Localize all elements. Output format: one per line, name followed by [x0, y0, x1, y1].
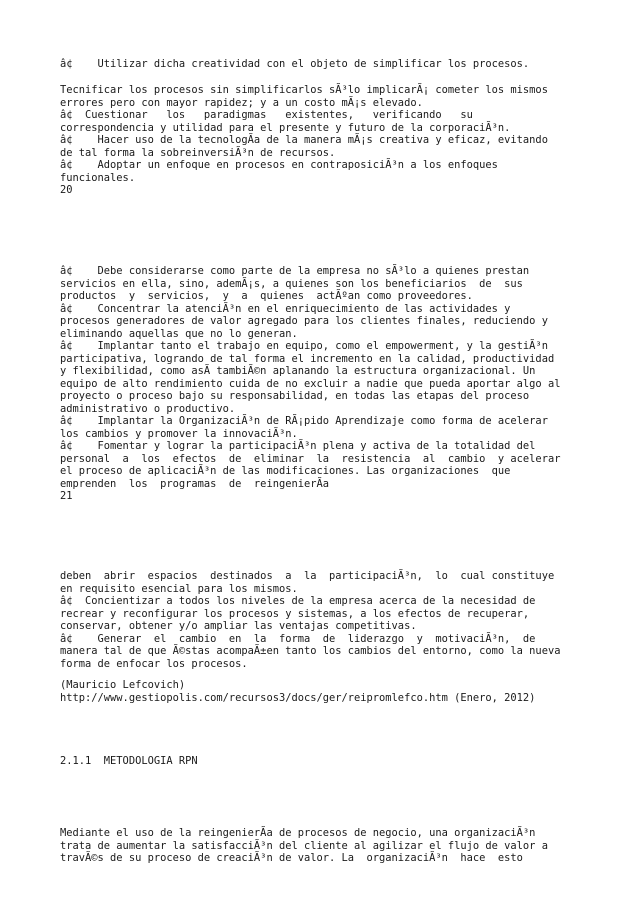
text-line: personal a los efectos de eliminar la resistencia al cambio y acelerar: [60, 452, 561, 465]
text-line: administrativo o productivo.: [60, 402, 236, 415]
text-line: â¢ Concentrar la atenciÃ³n en el enriquecimiento de las actividades y: [60, 302, 511, 315]
text-line: errores pero con mayor rapidez; y a un costo mÃ¡s elevado.: [60, 96, 423, 109]
text-line: â¢ Fomentar y lograr la participaciÃ³n plena y activa de la totalidad del: [60, 440, 536, 452]
text-line: forma de enfocar los procesos.: [60, 657, 248, 670]
text-line: â¢ Generar el cambio en la forma de liderazgo y motivaciÃ³n, de: [60, 632, 536, 645]
text-line: procesos generadores de valor agregado para los clientes finales, reduciendo y: [60, 315, 548, 327]
text-line: deben abrir espacios destinados a la participaciÃ³n, lo cual constituye: [60, 570, 555, 582]
text-line: los cambios y promover la innovaciÃ³n.: [60, 427, 298, 440]
page-number: 20: [60, 184, 73, 196]
text-line: emprenden los programas de reingenierÃa: [60, 477, 329, 490]
text-line: eliminando aquellas que no lo generan.: [60, 327, 298, 340]
text-line: proyecto o proceso bajo su responsabilidad, en todas las etapas del proceso: [60, 390, 530, 402]
text-line: â¢ Debe considerarse como parte de la empresa no sÃ³lo a quienes prestan: [60, 265, 530, 277]
text-line: Tecnificar los procesos sin simplificarlos sÃ³lo implicarÃ¡ cometer los mismos: [60, 84, 548, 96]
text-line: â¢ Implantar tanto el trabajo en equipo, como el empowerment, y la gestiÃ³n: [60, 340, 548, 352]
section-page-20: [60, 84, 580, 197]
text-line: â¢ Cuestionar los paradigmas existentes, verificando su: [60, 109, 473, 121]
text-line: y flexibilidad, como asÃ tambiÃ©n aplanando la estructura organizacional. Un: [60, 365, 536, 377]
text-line: el proceso de aplicaciÃ³n de las modificaciones. Las organizaciones que: [60, 465, 511, 477]
text-line: correspondencia y utilidad para el presente y futuro de la corporaciÃ³n.: [60, 121, 511, 134]
section-heading: [60, 755, 580, 768]
heading-metodologia-rpn: 2.1.1 METODOLOGIA RPN: [60, 755, 198, 767]
text-line: de tal forma la sobreinversiÃ³n de recursos.: [60, 146, 336, 159]
text-line: equipo de alto rendimiento cuida de no excluir a nadie que pueda aportar algo al: [60, 377, 561, 390]
citation-source: http://www.gestiopolis.com/recursos3/docs/ger/reipromlefco.htm (Enero, 2012): [60, 691, 536, 704]
text-line: funcionales.: [60, 171, 136, 184]
section-page-22: [60, 570, 580, 670]
text-line: en requisito esencial para los mismos.: [60, 582, 298, 595]
page-number: 21: [60, 490, 73, 502]
citation-author: (Mauricio Lefcovich): [60, 679, 186, 691]
bullet-text: â¢ Utilizar dicha creatividad con el objeto de simplificar los procesos.: [60, 58, 530, 70]
text-line: servicios en ella, sino, ademÃ¡s, a quienes son los beneficiarios de sus: [60, 277, 523, 290]
text-line: Mediante el uso de la reingenierÃa de procesos de negocio, una organizaciÃ³n: [60, 827, 536, 839]
text-line: conservar, obtener y/o ampliar las ventajas competitivas.: [60, 620, 417, 632]
text-line: trata de aumentar la satisfacciÃ³n del cliente al agilizar el flujo de valor a: [60, 839, 548, 852]
citation: [60, 679, 580, 704]
text-line: participativa, logrando de tal forma el incremento en la calidad, productividad: [60, 352, 555, 365]
text-line: travÃ©s de su proceso de creaciÃ³n de valor. La organizaciÃ³n hace esto: [60, 852, 523, 864]
text-line: recrear y reconfigurar los procesos y sistemas, a los efectos de recuperar,: [60, 607, 530, 620]
bullet-simplificar: [60, 58, 580, 71]
text-line: manera tal de que Ã©stas acompaÃ±en tanto los cambios del entorno, como la nueva: [60, 645, 561, 657]
section-page-21: [60, 265, 580, 503]
text-line: â¢ Hacer uso de la tecnologÃa de la manera mÃ¡s creativa y eficaz, evitando: [60, 134, 548, 146]
text-line: â¢ Concientizar a todos los niveles de la empresa acerca de la necesidad de: [60, 595, 536, 607]
text-line: productos y servicios, y a quienes actÃºan como proveedores.: [60, 290, 473, 302]
text-line: â¢ Adoptar un enfoque en procesos en contraposiciÃ³n a los enfoques: [60, 159, 498, 171]
section-rpn-body: [60, 827, 580, 865]
text-line: â¢ Implantar la OrganizaciÃ³n de RÃ¡pido Aprendizaje como forma de acelerar: [60, 415, 548, 427]
